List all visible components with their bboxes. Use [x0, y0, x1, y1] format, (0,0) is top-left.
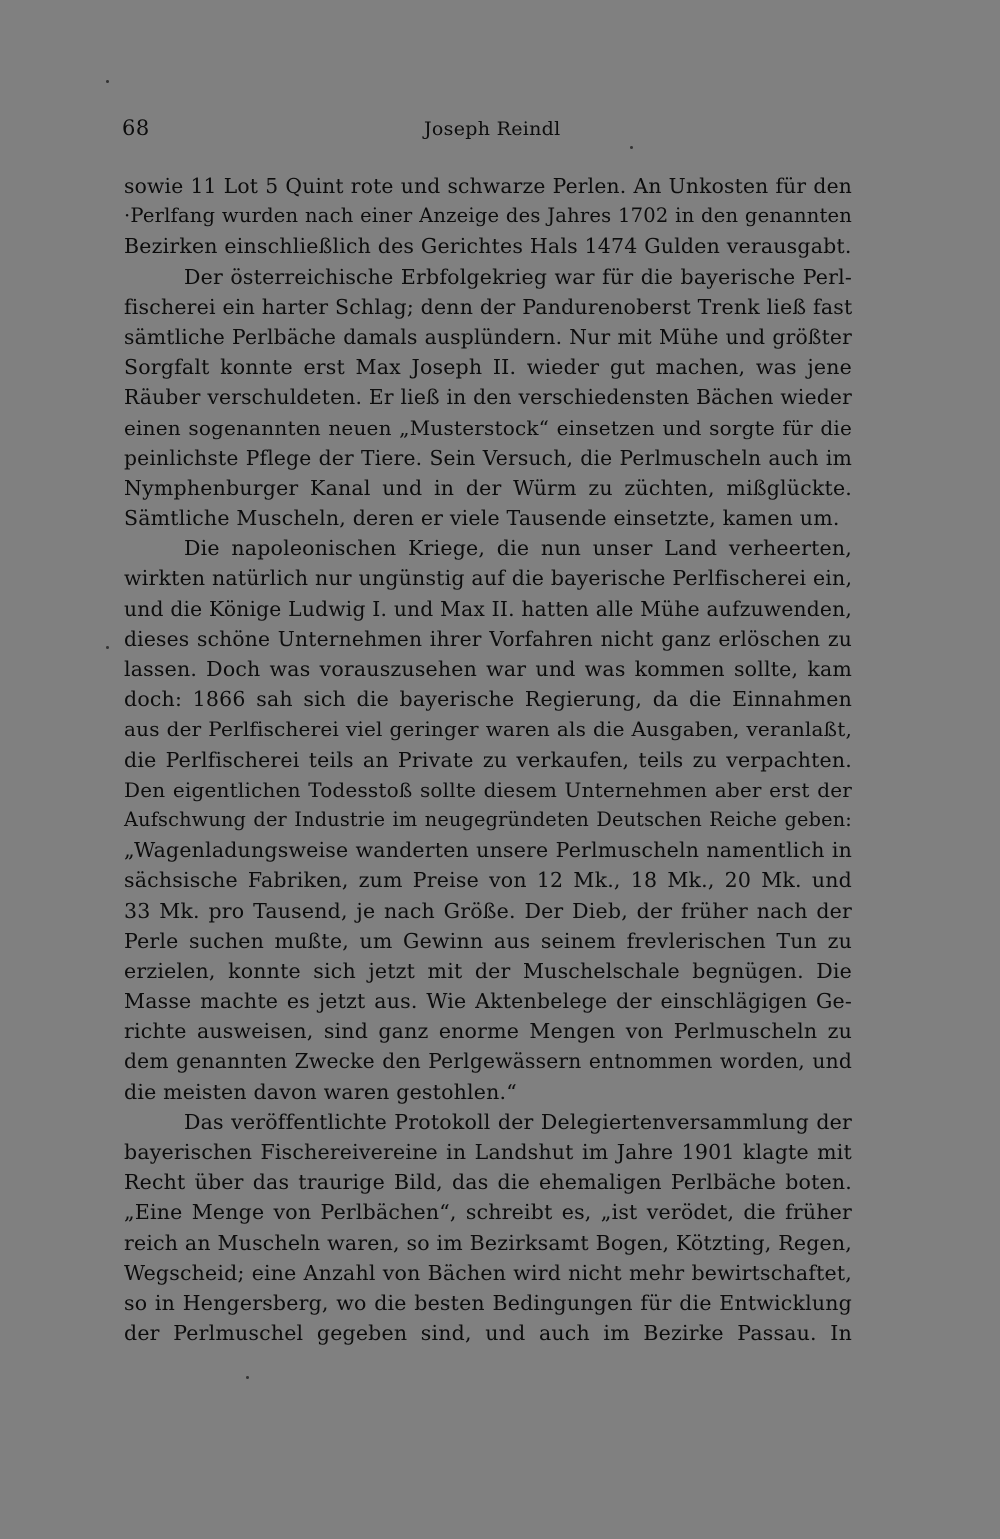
- text-line: Masse machte es jetzt aus. Wie Aktenbelege der einschlägigen Ge-: [124, 989, 852, 1014]
- text-line: die Perlfischerei teils an Private zu verkaufen, teils zu verpachten.: [124, 747, 852, 772]
- text-line: dieses schöne Unternehmen ihrer Vorfahren nicht ganz erlöschen zu: [124, 626, 852, 651]
- scan-speck: [246, 1376, 249, 1379]
- text-line: lassen. Doch was vorauszusehen war und was kommen sollte, kam: [124, 657, 852, 681]
- text-line: Nymphenburger Kanal und in der Würm zu züchten, mißglückte.: [124, 475, 852, 500]
- text-line: und die Könige Ludwig I. und Max II. hatten alle Mühe aufzuwenden,: [124, 596, 852, 621]
- text-line: ·Perlfang wurden nach einer Anzeige des Jahres 1702 in den genannten: [124, 204, 852, 228]
- text-line: doch: 1866 sah sich die bayerische Regierung, da die Einnahmen: [124, 687, 852, 712]
- text-line: sächsische Fabriken, zum Preise von 12 Mk., 18 Mk., 20 Mk. und: [124, 868, 852, 893]
- paragraph-start-line: Das veröffentlichte Protokoll der Delegiertenversammlung der: [184, 1109, 852, 1134]
- text-line: einen sogenannten neuen „Musterstock“ einsetzen und sorgte für die: [124, 415, 852, 440]
- text-line: reich an Muscheln waren, so im Bezirksamt Bogen, Kötzting, Regen,: [124, 1230, 852, 1255]
- text-line: fischerei ein harter Schlag; denn der Pandurenoberst Trenk ließ fast: [124, 294, 853, 319]
- page-header: [122, 116, 852, 148]
- text-line: dem genannten Zwecke den Perlgewässern entnommen worden, und: [124, 1049, 852, 1074]
- scan-speck: [106, 80, 109, 83]
- text-line: der Perlmuschel gegeben sind, und auch im Bezirke Passau. In: [124, 1321, 852, 1346]
- text-line: aus der Perlfischerei viel geringer waren als die Ausgaben, veranlaßt,: [124, 717, 852, 742]
- text-line: bayerischen Fischereivereine in Landshut im Jahre 1901 klagte mit: [124, 1140, 852, 1164]
- text-line: Perle suchen mußte, um Gewinn aus seinem frevlerischen Tun zu: [124, 928, 852, 953]
- text-line: wirkten natürlich nur ungünstig auf die bayerische Perlfischerei ein,: [124, 566, 853, 591]
- text-line: „Eine Menge von Perlbächen“, schreibt es, „ist verödet, die früher: [124, 1200, 852, 1225]
- text-line: „Wagenladungsweise wanderten unsere Perlmuscheln namentlich in: [124, 838, 852, 863]
- text-line: Den eigentlichen Todesstoß sollte diesem Unternehmen aber erst der: [124, 777, 852, 802]
- scan-speck: [630, 146, 633, 149]
- text-line: Sorgfalt konnte erst Max Joseph II. wieder gut machen, was jene: [124, 355, 852, 380]
- paragraph-start-line: Die napoleonischen Kriege, die nun unser Land verheerten,: [184, 536, 852, 561]
- text-line: peinlichste Pflege der Tiere. Sein Versuch, die Perlmuscheln auch im: [124, 445, 852, 470]
- text-line: Aufschwung der Industrie im neugegründeten Deutschen Reiche geben:: [124, 807, 852, 831]
- text-line: Bezirken einschließlich des Gerichtes Hals 1474 Gulden verausgabt.: [124, 234, 852, 259]
- page-number: 68: [122, 116, 150, 140]
- text-line: 33 Mk. pro Tausend, je nach Größe. Der Dieb, der früher nach der: [124, 898, 852, 923]
- text-line: so in Hengersberg, wo die besten Bedingungen für die Entwicklung: [124, 1290, 852, 1315]
- text-line: die meisten davon waren gestohlen.“: [124, 1079, 517, 1104]
- body-text: [124, 171, 852, 1348]
- text-line: sowie 11 Lot 5 Quint rote und schwarze Perlen. An Unkosten für den: [124, 174, 852, 198]
- paragraph-start-line: Der österreichische Erbfolgekrieg war für die bayerische Perl-: [184, 264, 852, 289]
- text-line: Recht über das traurige Bild, das die ehemaligen Perlbäche boten.: [124, 1170, 852, 1195]
- text-line: Wegscheid; eine Anzahl von Bächen wird nicht mehr bewirtschaftet,: [124, 1260, 852, 1285]
- running-head: Joseph Reindl: [424, 118, 561, 140]
- text-line: erzielen, konnte sich jetzt mit der Muschelschale begnügen. Die: [124, 958, 852, 983]
- text-line: Räuber verschuldeten. Er ließ in den verschiedensten Bächen wieder: [124, 385, 852, 410]
- text-line: richte ausweisen, sind ganz enorme Mengen von Perlmuscheln zu: [124, 1019, 852, 1044]
- text-line: Sämtliche Muscheln, deren er viele Tausende einsetzte, kamen um.: [124, 506, 840, 531]
- scan-speck: [106, 646, 109, 649]
- text-line: sämtliche Perlbäche damals ausplündern. Nur mit Mühe und größter: [124, 324, 852, 349]
